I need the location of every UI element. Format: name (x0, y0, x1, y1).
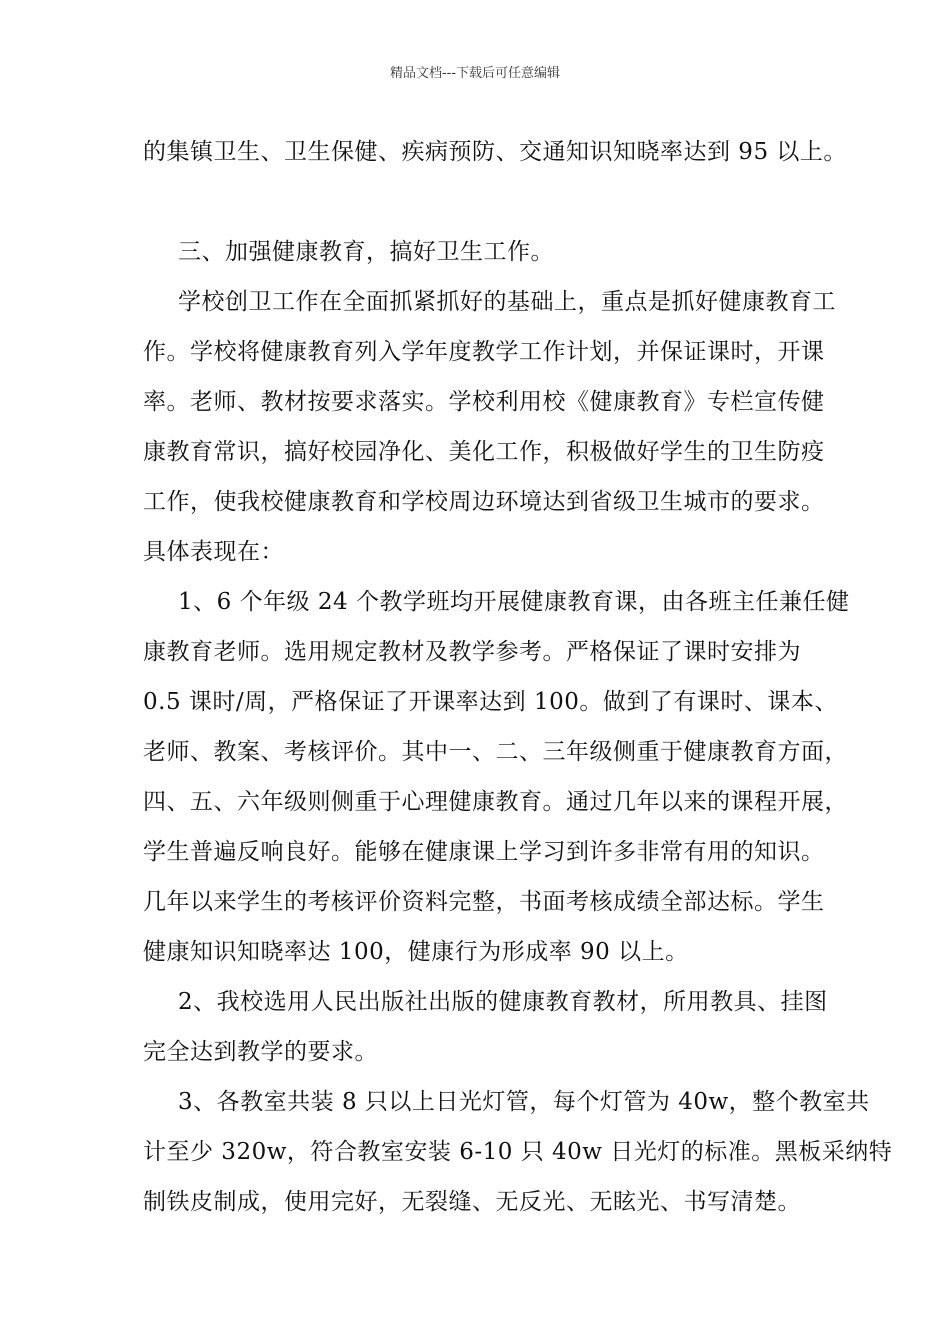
document-body (143, 127, 893, 1227)
paragraph-line: 工作，使我校健康教育和学校周边环境达到省级卫生城市的要求。 (143, 489, 825, 515)
list-item-line: 3、各教室共装 8 只以上日光灯管，每个灯管为 40w，整个教室共 (178, 1089, 870, 1115)
page-header: 精品文档---下载后可任意编辑 (389, 66, 561, 81)
list-item-line: 康教育老师。选用规定教材及教学参考。严格保证了课时安排为 (143, 639, 801, 665)
list-item-line: 完全达到教学的要求。 (143, 1039, 378, 1065)
list-item-line: 计至少 320w，符合教室安装 6-10 只 40w 日光灯的标准。黑板采纳特 (143, 1139, 893, 1165)
list-item-line: 1、6 个年级 24 个教学班均开展健康教育课，由各班主任兼任健 (178, 589, 850, 615)
list-item-line: 健康知识知晓率达 100，健康行为形成率 90 以上。 (143, 939, 689, 965)
list-item-line: 学生普遍反响良好。能够在健康课上学习到许多非常有用的知识。 (143, 839, 825, 865)
paragraph-line: 率。老师、教材按要求落实。学校利用校《健康教育》专栏宣传健 (143, 389, 825, 415)
paragraph-line: 作。学校将健康教育列入学年度教学工作计划，并保证课时，开课 (143, 339, 825, 365)
paragraph-line: 具体表现在： (143, 539, 284, 565)
list-item-line: 制铁皮制成，使用完好，无裂缝、无反光、无眩光、书写清楚。 (143, 1189, 801, 1215)
list-item-line: 老师、教案、考核评价。其中一、二、三年级侧重于健康教育方面， (143, 739, 848, 765)
section-heading: 三、加强健康教育，搞好卫生工作。 (178, 239, 554, 265)
paragraph-line: 学校创卫工作在全面抓紧抓好的基础上，重点是抓好健康教育工 (178, 289, 836, 315)
blank-spacer (143, 177, 823, 227)
list-item-line: 0.5 课时/周，严格保证了开课率达到 100。做到了有课时、课本、 (143, 689, 838, 715)
list-item-line: 几年以来学生的考核评价资料完整，书面考核成绩全部达标。学生 (143, 889, 825, 915)
paragraph-line: 的集镇卫生、卫生保健、疾病预防、交通知识知晓率达到 95 以上。 (143, 139, 847, 165)
paragraph-line: 康教育常识，搞好校园净化、美化工作，积极做好学生的卫生防疫 (143, 439, 825, 465)
list-item-line: 四、五、六年级则侧重于心理健康教育。通过几年以来的课程开展， (143, 789, 848, 815)
list-item-line: 2、我校选用人民出版社出版的健康教育教材，所用教具、挂图 (178, 989, 828, 1015)
